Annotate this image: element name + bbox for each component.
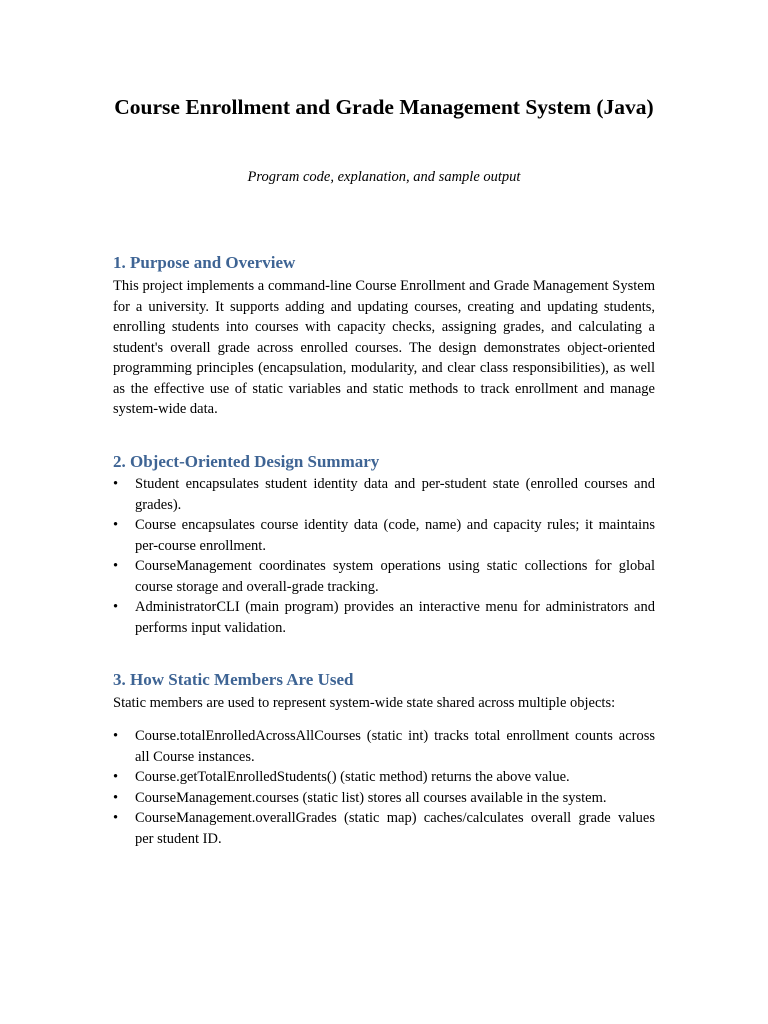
- oo-design-bullet-list: [113, 474, 655, 638]
- bullet-icon: •: [113, 517, 119, 533]
- bullet-icon: •: [113, 558, 119, 574]
- list-item-text: AdministratorCLI (main program) provides an interactive menu for administrators and performs input validation.: [135, 599, 655, 636]
- list-item-text: CourseManagement coordinates system operations using static collections for global course storage and overall-grade tracking.: [135, 558, 655, 595]
- list-item: [113, 767, 655, 788]
- static-members-bullet-list: [113, 726, 655, 849]
- section-heading-oo-design: 2. Object-Oriented Design Summary: [113, 452, 380, 471]
- list-item: [113, 515, 655, 556]
- list-item-text: Student encapsulates student identity data and per-student state (enrolled courses and grades).: [135, 476, 655, 513]
- document-subtitle: Program code, explanation, and sample output: [247, 169, 521, 185]
- list-item: [113, 474, 655, 515]
- bullet-icon: •: [113, 769, 119, 785]
- list-item-text: Course.getTotalEnrolledStudents() (static method) returns the above value.: [135, 769, 570, 785]
- section-heading-purpose: 1. Purpose and Overview: [113, 253, 296, 272]
- bullet-icon: •: [113, 728, 119, 744]
- document-title: Course Enrollment and Grade Management System (Java): [114, 95, 654, 119]
- list-item-text: Course.totalEnrolledAcrossAllCourses (static int) tracks total enrollment counts across all Course instances.: [135, 728, 655, 765]
- list-item: [113, 597, 655, 638]
- list-item-text: CourseManagement.courses (static list) stores all courses available in the system.: [135, 789, 607, 806]
- bullet-icon: •: [113, 789, 119, 806]
- list-item: [113, 788, 655, 809]
- list-item: [113, 726, 655, 767]
- bullet-icon: •: [113, 599, 119, 615]
- list-item: [113, 556, 655, 597]
- list-item-text: Course encapsulates course identity data (code, name) and capacity rules; it maintains per-course enrollment.: [135, 517, 655, 554]
- list-item-text: CourseManagement.overallGrades (static map) caches/calculates overall grade values per student ID.: [135, 810, 655, 847]
- section-paragraph-static-members: Static members are used to represent system-wide state shared across multiple objects:: [113, 695, 616, 711]
- section-heading-static-members: 3. How Static Members Are Used: [113, 670, 354, 689]
- bullet-icon: •: [113, 810, 119, 826]
- section-paragraph-purpose: This project implements a command-line Course Enrollment and Grade Management System for a university. It supports adding and updating courses, creating and updating students, enrolling students into courses with capacity checks, assigning grades, and calculating a student's overall grade across enrolled courses. The design demonstrates object-oriented programming principles (encapsulation, modularity, and clear class responsibilities), as well as the effective use of static variables and static methods to track enrollment and manage system-wide data.: [113, 278, 655, 417]
- list-item: [113, 808, 655, 849]
- bullet-icon: •: [113, 476, 119, 492]
